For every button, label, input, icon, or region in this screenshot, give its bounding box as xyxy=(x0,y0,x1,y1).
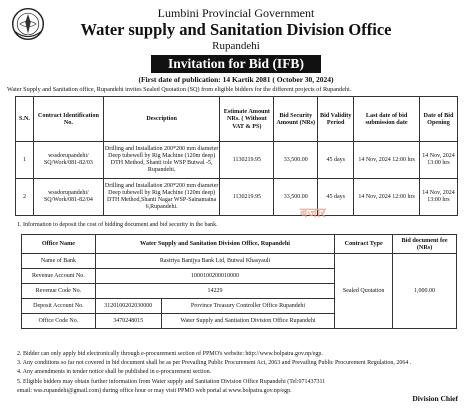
col-header-validity: Bid Validity Period xyxy=(318,97,354,142)
bank-extra: Province Treasury Controller Office Rupandehi xyxy=(161,299,334,314)
publication-date: (First date of publication: 14 Kartik 2081 ( October 30, 2024) xyxy=(138,75,334,84)
col-header-estimate: Estimate Amount NRs. ( Without VAT & PS) xyxy=(220,97,274,142)
note-item: 4. Any amendments in tender notice shall be published in e-procurement section. xyxy=(17,369,212,376)
notes-list xyxy=(17,350,411,396)
row-opening: 14 Nov, 2024 13:00 hrs xyxy=(419,179,457,216)
row-last-date: 14 Nov, 2024 12:00 hrs xyxy=(354,142,420,179)
row-description: Drilling and Installation 200*200 mm diameter Deep tubewell by Rig Machine (120m deep) DTH Method, Shanti tole WSP Butwal -5, Rupandehi. xyxy=(103,142,220,179)
intro-text: Water Supply and Sanitation office, Rupandehi invites Sealed Quotation (SQ) from eligible bidders for the different projects of Rupandehi. xyxy=(7,86,352,93)
row-security: 33,500.00 xyxy=(274,179,318,216)
row-sn: 1 xyxy=(16,142,34,179)
col-header-fee: Bid document fee (NRs) xyxy=(393,235,457,254)
note-item: 5. Eligible bidders may obtain further information from Water supply and Sanitation Division Office Rupandehi (Tel:071437311 xyxy=(17,378,326,385)
bank-value: 14229 xyxy=(95,284,334,299)
col-header-security: Bid Security Amount (NRs) xyxy=(274,97,318,142)
bank-label: Name of Bank xyxy=(22,254,96,269)
row-opening: 14 Nov, 2024 13:00 hrs xyxy=(419,142,457,179)
note-1: 1. Information to deposit the cost of bidding document and bid security in the bank. xyxy=(17,222,218,228)
row-description: Drilling and Installation 200*200 mm diameter Deep tubewell by Rig Machine (120m deep) DTH Method,Shanti Nagar WSP-Sainamaina 6,Rupandehi. xyxy=(103,179,220,216)
col-header-office-value: Water Supply and Sanitation Division Office, Rupandehi xyxy=(95,235,334,254)
col-header-contract: Contract Identification No. xyxy=(33,97,103,142)
bank-label: Office Code No. xyxy=(22,314,96,329)
col-header-opening: Date of Bid Opening xyxy=(419,97,457,142)
contract-type-value: Sealed Quotation xyxy=(335,254,393,329)
row-validity: 45 days xyxy=(318,179,354,216)
office-name: Water supply and Sanitation Division Office xyxy=(80,20,392,39)
col-header-office-name: Office Name xyxy=(22,235,96,254)
row-contract: wssdorupandehi/ SQ/Work/081-82/03 xyxy=(33,142,103,179)
watermark: बजार xyxy=(300,206,326,221)
note-item: 3. Any conditions so far not covered in bid document shall be as per Prevailing Public Procurement Act, 2063 and Prevailing Public Procurement Regulation, 2064 . xyxy=(17,360,412,367)
row-estimate: 1130219.95 xyxy=(220,142,274,179)
bank-value: Rastriya Banijya Bank Ltd, Butwal Khasyauli xyxy=(95,254,334,269)
district-name: Rupandehi xyxy=(212,40,260,52)
row-sn: 2 xyxy=(16,179,34,216)
bank-label: Revenue Code No. xyxy=(22,284,96,299)
row-contract: wssdorupandehi/ SQ/Work/081-82/04 xyxy=(33,179,103,216)
row-last-date: 14 Nov, 2024 12:00 hrs xyxy=(354,179,420,216)
bid-table xyxy=(15,96,458,216)
note-item: 2. Bidder can only apply bid electronically through e-procurement section of PPMO's website: http://www.bolpatra.gov.np/egp. xyxy=(17,351,323,357)
fee-value: 1,000.00 xyxy=(393,254,457,329)
row-validity: 45 days xyxy=(318,142,354,179)
note-item: email: wss.rupandehi@gmail.com) during office hour or may visit PPMO web portal at www.bolpatra.gov.np/egp. xyxy=(17,387,292,394)
bank-label: Deposit Account No. xyxy=(22,299,96,314)
col-header-contract-type: Contract Type xyxy=(335,235,393,254)
bank-extra: Water Supply and Sanitation Division Office Rupandehi xyxy=(161,314,334,329)
row-security: 33,500.00 xyxy=(274,142,318,179)
bank-label: Revenue Account No. xyxy=(22,269,96,284)
bank-value: 1000100200010000 xyxy=(95,269,334,284)
row-estimate: 1130219.95 xyxy=(220,179,274,216)
table-row xyxy=(22,254,457,269)
bank-table xyxy=(21,234,457,329)
bank-table-header-row xyxy=(22,235,457,254)
col-header-sn: S.N. xyxy=(16,97,34,142)
government-name: Lumbini Provincial Government xyxy=(157,6,315,20)
table-row xyxy=(16,142,458,179)
col-header-description: Description xyxy=(103,97,220,142)
col-header-last-date: Last date of bid submission date xyxy=(354,97,420,142)
title-banner: Invitation for Bid (IFB) xyxy=(151,55,321,73)
table-row xyxy=(16,179,458,216)
bid-table-header-row xyxy=(16,97,458,142)
signature-title: Division Chief xyxy=(412,394,458,403)
bank-value: 3470248015 xyxy=(95,314,161,329)
bank-value: 3120100202030000 xyxy=(95,299,161,314)
